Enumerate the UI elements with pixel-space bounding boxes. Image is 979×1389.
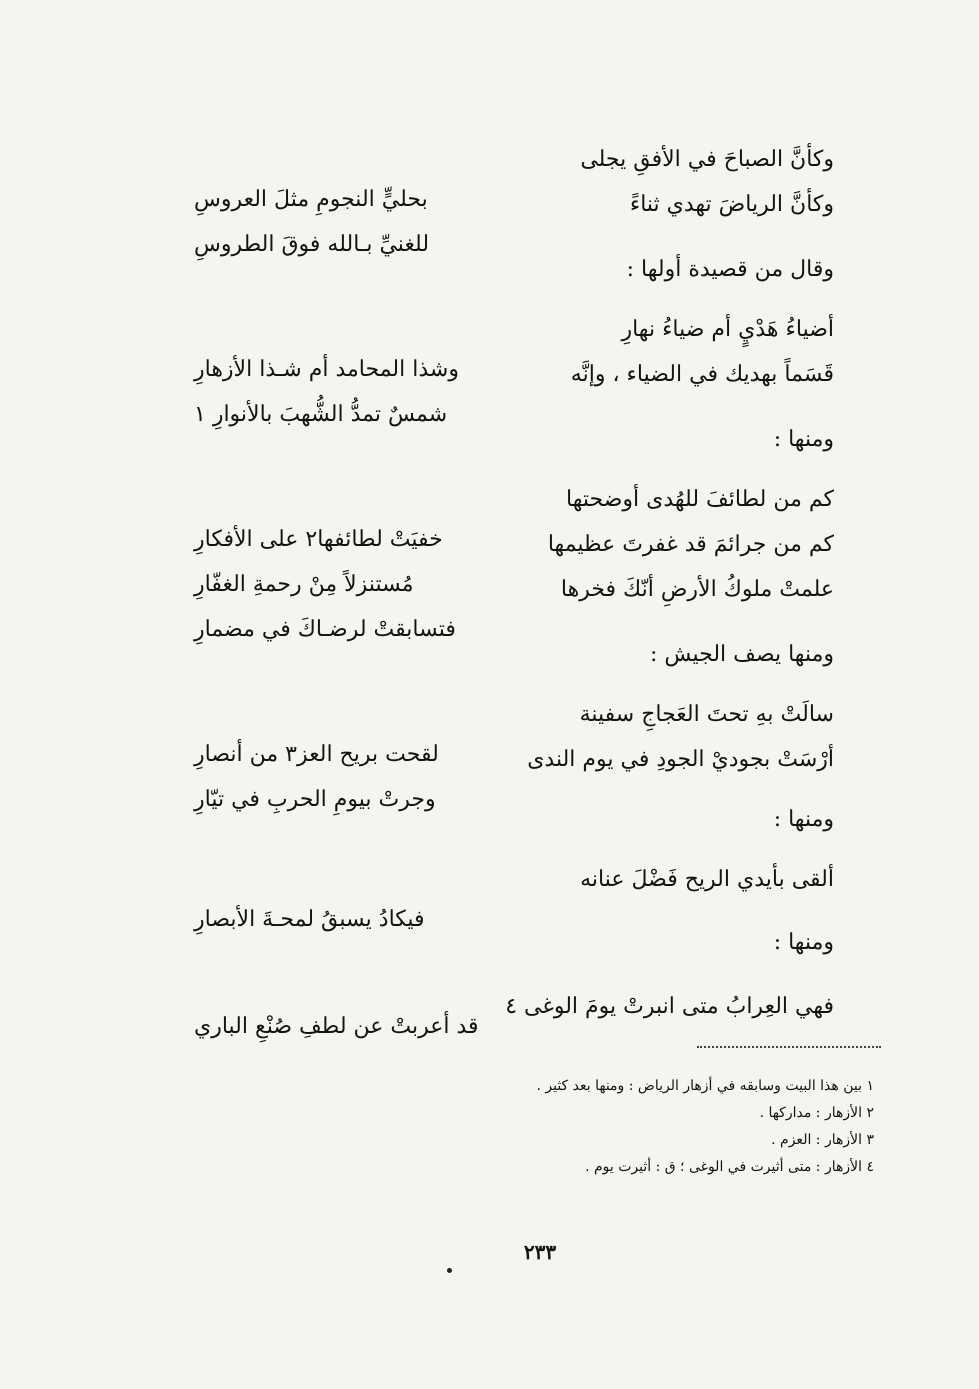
footnote-3: ٣ الأزهار : العزم . <box>771 1132 874 1148</box>
verse-first-hemistich: وكأنَّ الرياضَ تهدي ثناءً <box>629 192 834 217</box>
verse-first-hemistich: وكأنَّ الصباحَ في الأفقِ يجلى <box>580 147 834 172</box>
verse-first-hemistich: أرْسَتْ بجوديْ الجودِ في يوم الندى <box>527 747 834 772</box>
verse-second-hemistich: قد أعربتْ عن لطفِ صُنْعِ الباري <box>194 1014 479 1039</box>
verse-second-hemistich: فتسابقتْ لرضـاكَ في مضمارِ <box>194 617 456 642</box>
verse-second-hemistich: بحليٍّ النجومِ مثلَ العروسِ <box>194 187 428 212</box>
verse-10 <box>194 865 834 951</box>
verse-first-hemistich: فهي العِرابُ متى انبرتْ يومَ الوغى ٤ <box>505 994 834 1019</box>
verse-11 <box>194 992 834 1078</box>
verse-second-hemistich: مُستنزلاً مِنْ رحمةِ الغفّارِ <box>194 572 414 597</box>
footnote-1: ١ بين هذا البيت وسابقه في أزهار الرياض : ومنها بعد كثير . <box>536 1078 874 1094</box>
poem-intro: وقال من قصيدة أولها : <box>626 257 834 282</box>
verse-second-hemistich: خفيَتْ لطائفها٢ على الأفكارِ <box>194 527 443 552</box>
ink-dot <box>447 1268 452 1273</box>
verse-second-hemistich: شمسٌ تمدُّ الشُّهبَ بالأنوارِ ١ <box>194 402 448 427</box>
verse-first-hemistich: سالَتْ بهِ تحتَ العَجاجِ سفينة <box>579 702 834 727</box>
section-intro: ومنها : <box>773 427 834 452</box>
verse-second-hemistich: فيكادُ يسبقُ لمحـةَ الأبصارِ <box>194 907 425 932</box>
verse-second-hemistich: لقحت بريح العز٣ من أنصارِ <box>194 742 439 767</box>
verse-4 <box>194 360 834 446</box>
verse-first-hemistich: أضياءُ هَدْيٍ أم ضياءُ نهارِ <box>621 317 834 342</box>
footnote-divider <box>697 1046 881 1048</box>
footnote-4: ٤ الأزهار : متى أثيرت في الوغى ؛ ق : أثيرت يوم . <box>585 1159 874 1175</box>
verse-second-hemistich: وشذا المحامد أم شـذا الأزهارِ <box>194 357 459 382</box>
footnote-2: ٢ الأزهار : مداركها . <box>759 1105 874 1121</box>
verse-first-hemistich: قَسَماً بهديك في الضياء ، وإنَّه <box>570 362 834 387</box>
page-number: ٢٣٣ <box>523 1240 557 1264</box>
verse-second-hemistich: للغنيِّ بـالله فوقَ الطروسِ <box>194 232 430 257</box>
verse-first-hemistich: كم من جرائمَ قد غفرتَ عظيمها <box>547 532 834 557</box>
verse-first-hemistich: كم من لطائفَ للهُدى أوضحتها <box>566 487 834 512</box>
footnotes <box>354 1073 874 1181</box>
section-intro: ومنها يصف الجيش : <box>650 642 834 667</box>
verse-first-hemistich: علمتْ ملوكُ الأرضِ أنّكَ فخرها <box>560 577 834 602</box>
verse-first-hemistich: ألقى بأيدي الريح فَضْلَ عنانه <box>580 867 834 892</box>
verse-9 <box>194 745 834 831</box>
verse-second-hemistich: وجرتْ بيومِ الحربِ في تيّارِ <box>194 787 436 812</box>
section-intro: ومنها : <box>773 807 834 832</box>
section-intro: ومنها : <box>773 930 834 955</box>
